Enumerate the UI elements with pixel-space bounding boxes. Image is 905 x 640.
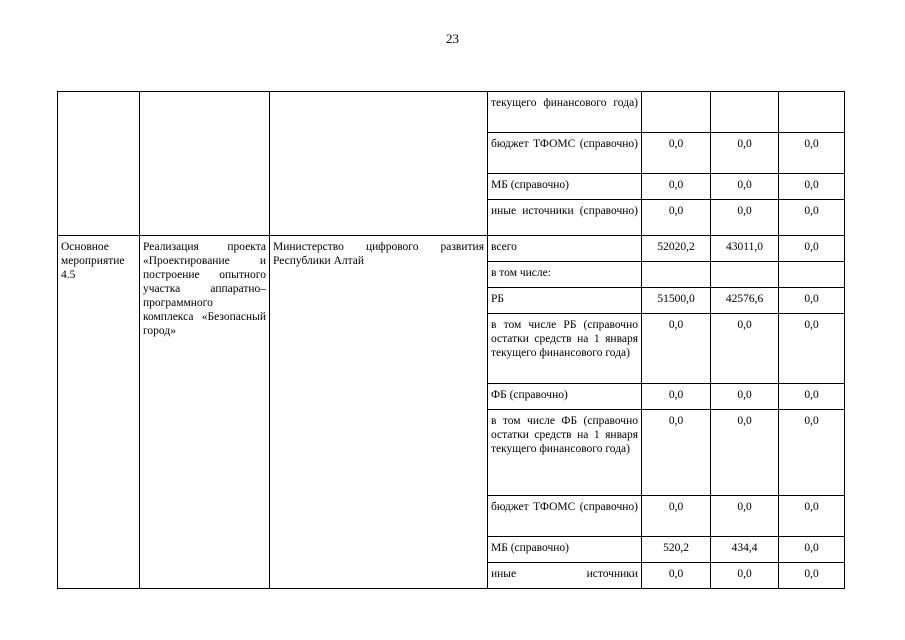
value-cell: 0,0 xyxy=(779,200,845,236)
value-cell: 0,0 xyxy=(779,236,845,262)
executor-cell xyxy=(270,92,488,236)
funding-source-cell: текущего финансового года) xyxy=(488,92,642,133)
value-cell: 0,0 xyxy=(779,410,845,496)
value-cell: 0,0 xyxy=(642,200,711,236)
value-cell: 0,0 xyxy=(779,563,845,589)
value-cell: 0,0 xyxy=(642,133,711,174)
funding-source-cell: МБ (справочно) xyxy=(488,537,642,563)
funding-source-cell: РБ xyxy=(488,288,642,314)
value-cell: 0,0 xyxy=(642,174,711,200)
value-cell: 51500,0 xyxy=(642,288,711,314)
value-cell: 42576,6 xyxy=(711,288,779,314)
value-cell xyxy=(642,262,711,288)
value-cell xyxy=(779,92,845,133)
table-row xyxy=(58,92,845,133)
value-cell: 0,0 xyxy=(711,314,779,384)
value-cell: 0,0 xyxy=(711,200,779,236)
value-cell: 0,0 xyxy=(642,384,711,410)
funding-source-cell: МБ (справочно) xyxy=(488,174,642,200)
activity-name-cell xyxy=(140,92,270,236)
funding-source-cell: бюджет ТФОМС (справочно) xyxy=(488,496,642,537)
funding-source-cell: ФБ (справочно) xyxy=(488,384,642,410)
funding-source-cell: иные источники (справочно) xyxy=(488,200,642,236)
value-cell: 0,0 xyxy=(711,563,779,589)
value-cell: 0,0 xyxy=(779,314,845,384)
funding-source-cell: в том числе: xyxy=(488,262,642,288)
value-cell: 520,2 xyxy=(642,537,711,563)
value-cell xyxy=(779,262,845,288)
table-row xyxy=(58,236,845,262)
value-cell: 0,0 xyxy=(711,496,779,537)
value-cell: 0,0 xyxy=(642,410,711,496)
value-cell: 0,0 xyxy=(642,496,711,537)
value-cell: 0,0 xyxy=(642,563,711,589)
value-cell: 52020,2 xyxy=(642,236,711,262)
funding-source-cell: иные источники xyxy=(488,563,642,589)
value-cell: 0,0 xyxy=(779,537,845,563)
value-cell: 0,0 xyxy=(711,174,779,200)
value-cell: 0,0 xyxy=(779,288,845,314)
value-cell: 0,0 xyxy=(779,384,845,410)
value-cell: 0,0 xyxy=(711,133,779,174)
activity-name-cell: Реализация проекта «Проектирование и построение опытного участка аппаратно–программного комплекса «Безопасный город» xyxy=(140,236,270,589)
value-cell: 0,0 xyxy=(779,496,845,537)
executor-cell: Министерство цифрового развития Республики Алтай xyxy=(270,236,488,589)
value-cell xyxy=(711,262,779,288)
value-cell: 0,0 xyxy=(711,410,779,496)
value-cell: 434,4 xyxy=(711,537,779,563)
funding-source-cell: бюджет ТФОМС (справочно) xyxy=(488,133,642,174)
activity-code-cell: Основное мероприятие 4.5 xyxy=(58,236,140,589)
value-cell xyxy=(711,92,779,133)
value-cell: 0,0 xyxy=(711,384,779,410)
funding-source-cell: всего xyxy=(488,236,642,262)
value-cell: 0,0 xyxy=(642,314,711,384)
budget-table xyxy=(57,91,845,589)
value-cell: 43011,0 xyxy=(711,236,779,262)
value-cell xyxy=(642,92,711,133)
activity-code-cell xyxy=(58,92,140,236)
value-cell: 0,0 xyxy=(779,174,845,200)
funding-source-cell: в том числе ФБ (справочно остатки средств на 1 января текущего финансового года) xyxy=(488,410,642,496)
page-number: 23 xyxy=(446,31,459,46)
value-cell: 0,0 xyxy=(779,133,845,174)
funding-source-cell: в том числе РБ (справочно остатки средств на 1 января текущего финансового года) xyxy=(488,314,642,384)
